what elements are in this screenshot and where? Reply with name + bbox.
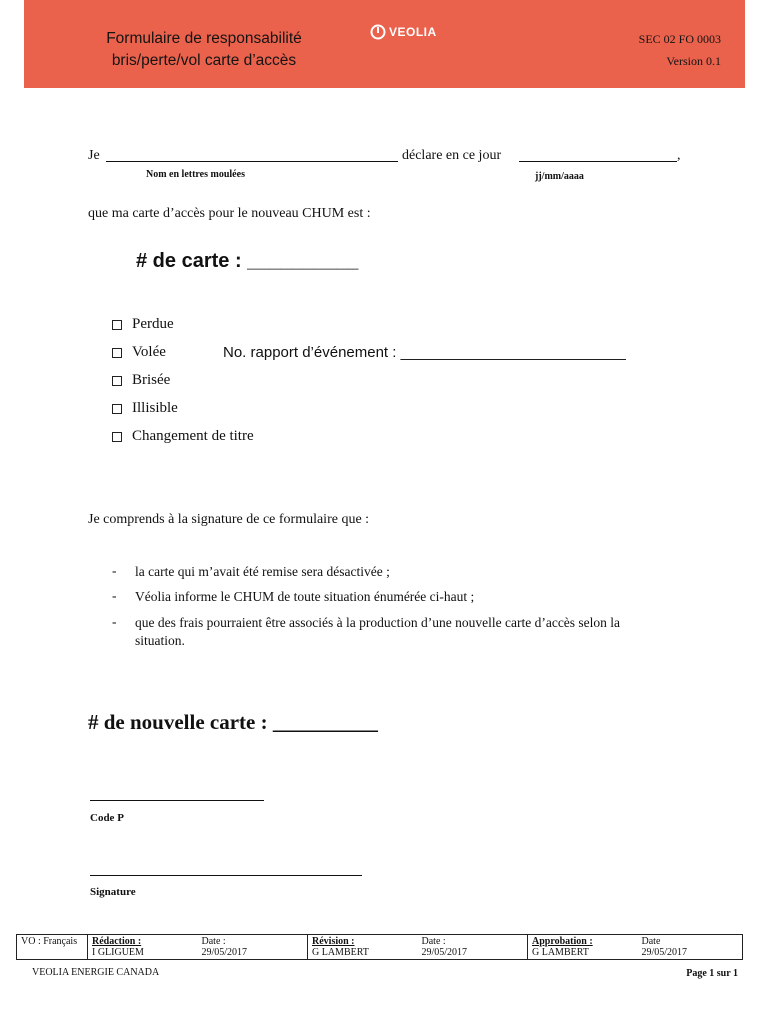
name-line[interactable] — [106, 161, 398, 162]
redaction-name: I GLIGUEM — [92, 947, 144, 958]
veolia-logo-icon — [370, 24, 386, 40]
date3-label: Date — [641, 936, 661, 947]
revision-label: Révision : — [312, 936, 355, 947]
bullet-dash: - — [112, 563, 117, 578]
card-statement: que ma carte d’accès pour le nouveau CHUM est : — [88, 206, 371, 221]
declare-label: déclare en ce jour — [402, 148, 502, 163]
redaction-label: Rédaction : — [92, 936, 142, 947]
veolia-logo — [370, 22, 437, 42]
bullet-text: que des frais pourraient être associés à la production d’une nouvelle carte d’accès selon la — [135, 615, 621, 630]
form-title-line2: bris/perte/vol carte d’accès — [111, 52, 297, 69]
bullet-text: la carte qui m’avait été remise sera désactivée ; — [135, 564, 390, 579]
bullet-dash: - — [112, 614, 117, 629]
date2-value: 29/05/2017 — [421, 947, 468, 958]
option-label: Changement de titre — [132, 428, 254, 444]
date2-label: Date : — [421, 936, 446, 947]
approbation-name: G LAMBERT — [532, 947, 589, 958]
checkbox-icon[interactable] — [112, 320, 122, 330]
date2-cell — [418, 935, 528, 960]
document-code: SEC 02 FO 0003 — [638, 32, 721, 46]
option-volee[interactable] — [112, 344, 166, 361]
date-hint: jj/mm/aaaa — [535, 171, 584, 182]
option-label: Volée — [132, 344, 166, 360]
option-changement-titre[interactable] — [112, 428, 254, 445]
signature-line[interactable] — [90, 875, 362, 876]
option-brisee[interactable] — [112, 372, 170, 389]
date3-value: 29/05/2017 — [641, 947, 688, 958]
new-card-label: # de nouvelle carte : __________ — [88, 710, 378, 734]
document-header — [24, 0, 745, 88]
option-illisible[interactable] — [112, 400, 178, 417]
approval-table — [16, 934, 743, 960]
signature-label: Signature — [90, 886, 136, 898]
understanding-intro: Je comprends à la signature de ce formulaire que : — [88, 512, 370, 527]
vo-label: VO : Français — [21, 936, 78, 947]
checkbox-icon[interactable] — [112, 432, 122, 442]
code-p-label: Code P — [90, 812, 124, 824]
date1-label: Date : — [201, 936, 226, 947]
date1-cell — [198, 935, 308, 960]
approbation-cell — [528, 935, 638, 960]
form-title-line1: Formulaire de responsabilité — [106, 30, 302, 47]
revision-cell — [308, 935, 418, 960]
bullet-dash: - — [112, 588, 117, 603]
incident-report-field[interactable]: No. rapport d’événement : ___________________________ — [223, 344, 626, 361]
logo-text: VEOLIA — [389, 25, 437, 39]
declaration-comma: , — [677, 148, 681, 163]
je-label: Je — [88, 148, 100, 163]
date1-value: 29/05/2017 — [201, 947, 248, 958]
code-p-line[interactable] — [90, 800, 264, 801]
vo-cell — [17, 935, 88, 960]
checkbox-icon[interactable] — [112, 404, 122, 414]
form-title — [84, 28, 324, 72]
bullet-text-continuation: situation. — [135, 633, 185, 648]
name-hint: Nom en lettres moulées — [146, 169, 245, 180]
date-line[interactable] — [519, 161, 677, 162]
company-name: VEOLIA ENERGIE CANADA — [32, 967, 160, 978]
redaction-cell — [88, 935, 198, 960]
approbation-label: Approbation : — [532, 936, 593, 947]
option-label: Illisible — [132, 400, 178, 416]
page-number: Page 1 sur 1 — [686, 968, 738, 979]
option-perdue[interactable] — [112, 316, 174, 333]
card-number-label: # de carte : __________ — [136, 250, 359, 272]
option-label: Brisée — [132, 372, 171, 388]
document-version: Version 0.1 — [666, 54, 721, 68]
checkbox-icon[interactable] — [112, 348, 122, 358]
date3-cell — [638, 935, 743, 960]
option-label: Perdue — [132, 316, 174, 332]
checkbox-icon[interactable] — [112, 376, 122, 386]
revision-name: G LAMBERT — [312, 947, 369, 958]
bullet-text: Véolia informe le CHUM de toute situation énumérée ci-haut ; — [135, 589, 475, 604]
